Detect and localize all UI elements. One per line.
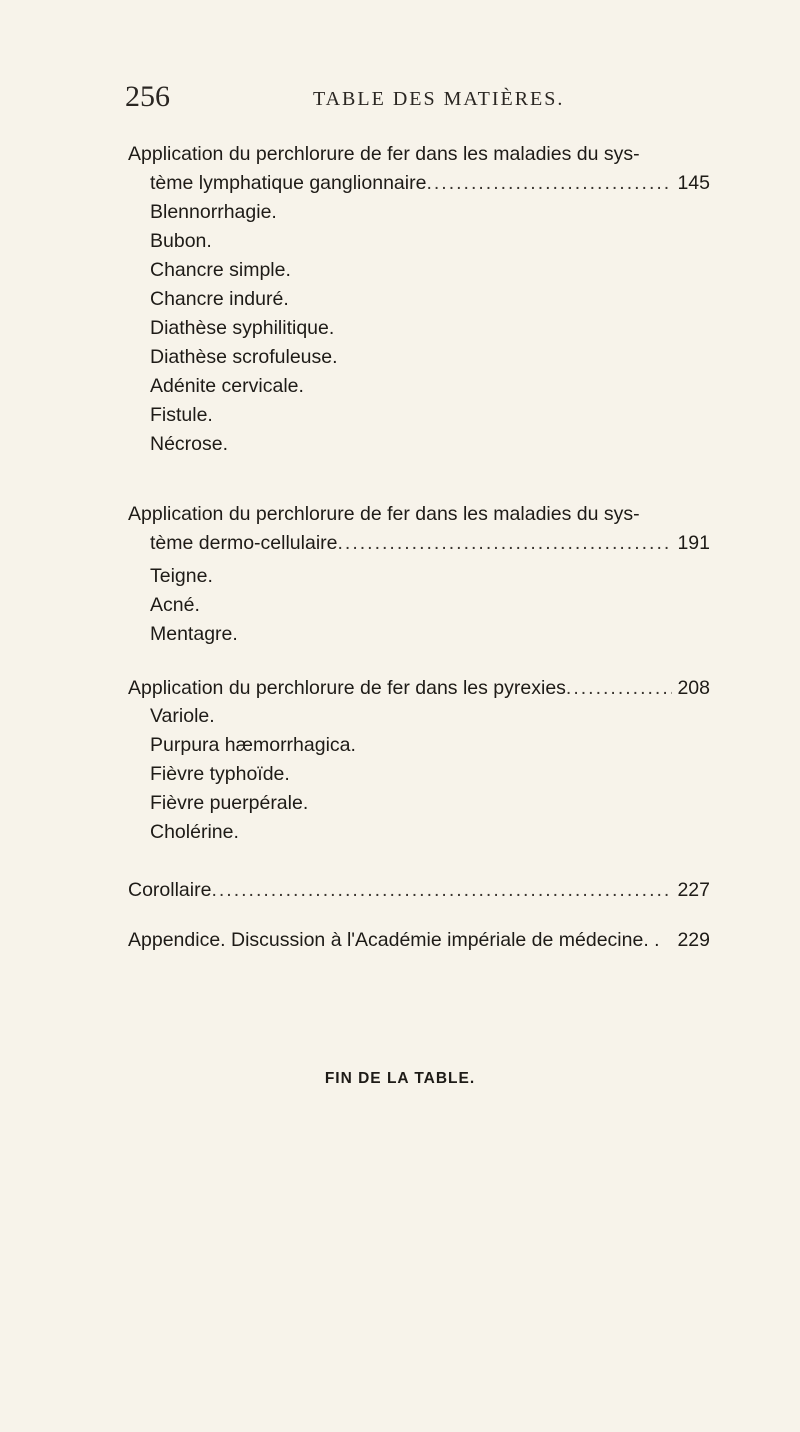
- toc-subitem: Mentagre.: [150, 623, 238, 645]
- toc-entry-line: [128, 876, 710, 905]
- toc-subitem: Fièvre typhoïde.: [150, 763, 290, 785]
- toc-page-number: 145: [677, 172, 710, 194]
- dot-leader: [211, 876, 672, 905]
- toc-entry-line: [128, 169, 710, 198]
- toc-subitem: Fistule.: [150, 404, 213, 426]
- toc-entry-corollaire: [128, 876, 710, 905]
- toc-subitem: Adénite cervicale.: [150, 375, 304, 397]
- toc-entry-title: Application du perchlorure de fer dans les pyrexies: [128, 677, 566, 699]
- toc-subitem-list: [150, 702, 356, 847]
- toc-subitem: Purpura hæmorrhagica.: [150, 734, 356, 756]
- end-note: FIN DE LA TABLE.: [324, 1070, 476, 1087]
- toc-subitem-list: [150, 198, 338, 459]
- toc-entry-title: Appendice. Discussion à l'Académie impériale de médecine. .: [128, 929, 660, 951]
- page-header: [125, 80, 725, 120]
- toc-subitem: Nécrose.: [150, 433, 229, 455]
- toc-page-number: 229: [677, 929, 710, 951]
- toc-entry-title: Application du perchlorure de fer dans les maladies du sys-: [128, 143, 640, 165]
- toc-entry-line: [128, 674, 710, 703]
- toc-entry-title: Application du perchlorure de fer dans les maladies du sys-: [128, 503, 640, 525]
- dot-leader: [338, 529, 673, 558]
- toc-entry-line: [128, 500, 710, 529]
- toc-subitem: Fièvre puerpérale.: [150, 792, 309, 814]
- dot-leader: [426, 169, 672, 198]
- toc-page-number: 208: [677, 677, 710, 699]
- toc-subitem: Teigne.: [150, 565, 213, 587]
- toc-entry-line: [128, 140, 710, 169]
- toc-entry-title: Corollaire: [128, 879, 212, 901]
- toc-entry-lymphatique: [128, 140, 710, 198]
- toc-page-number: 191: [677, 532, 710, 554]
- running-head: TABLE DES MATIÈRES.: [313, 88, 565, 110]
- page-number: 256: [125, 80, 170, 113]
- toc-entry-title: tème dermo-cellulaire: [150, 532, 338, 554]
- toc-subitem: Acné.: [150, 594, 200, 616]
- toc-entry-line: [128, 926, 710, 955]
- toc-entry-dermo: [128, 500, 710, 558]
- toc-entry-title: tème lymphatique ganglionnaire: [150, 172, 427, 194]
- dot-leader: [566, 674, 672, 703]
- toc-subitem: Bubon.: [150, 230, 212, 252]
- toc-subitem: Cholérine.: [150, 821, 239, 843]
- toc-entry-pyrexies: [128, 674, 710, 703]
- toc-subitem: Diathèse scrofuleuse.: [150, 346, 338, 368]
- toc-entry-appendice: [128, 926, 710, 955]
- toc-entry-line: [128, 529, 710, 558]
- toc-subitem-list: [150, 562, 238, 649]
- toc-subitem: Diathèse syphilitique.: [150, 317, 335, 339]
- toc-subitem: Chancre simple.: [150, 259, 291, 281]
- toc-subitem: Blennorrhagie.: [150, 201, 277, 223]
- toc-subitem: Variole.: [150, 705, 215, 727]
- toc-subitem: Chancre induré.: [150, 288, 289, 310]
- toc-page-number: 227: [677, 879, 710, 901]
